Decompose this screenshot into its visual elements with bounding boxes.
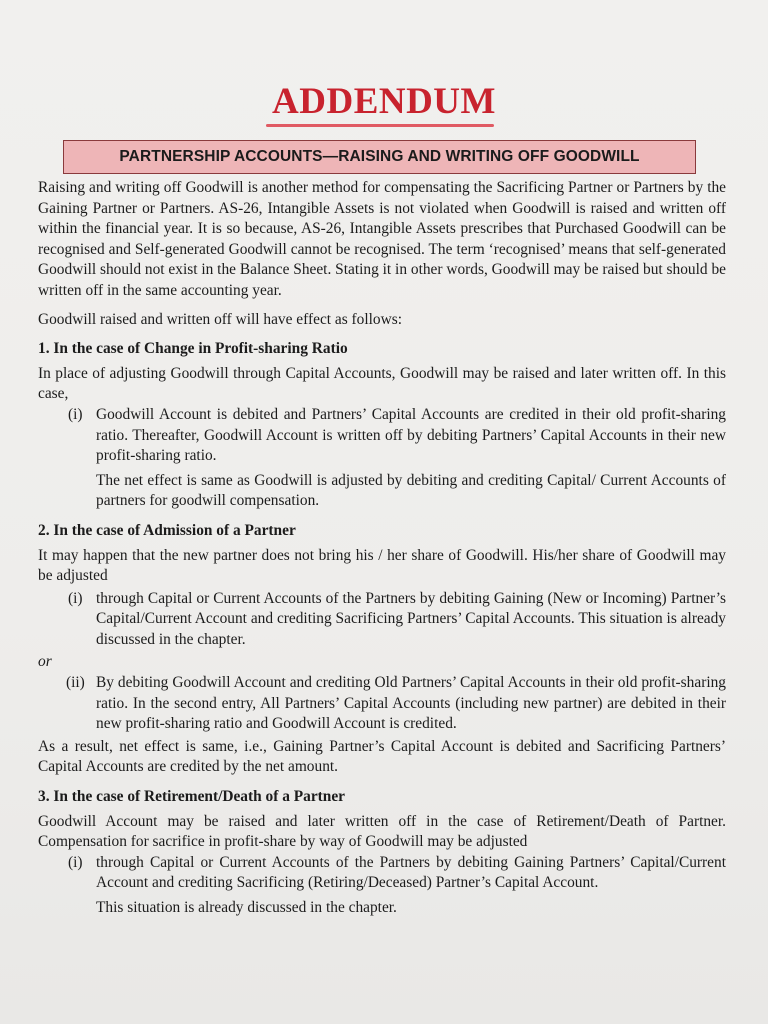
effect-paragraph: Goodwill raised and written off will have effect as follows: xyxy=(38,310,403,328)
section2-result: As a result, net effect is same, i.e., Gaining Partner’s Capital Account is debited and Sacrificing Partners’ Capital Accounts are credited by the net amount. xyxy=(38,737,726,776)
page-title: ADDENDUM xyxy=(272,81,496,122)
document-body xyxy=(38,178,726,919)
title-underline xyxy=(266,124,494,127)
section1-net-effect: The net effect is same as Goodwill is adjusted by debiting and crediting Capital/ Current Accounts of partners for goodwill compensation. xyxy=(96,471,726,510)
section3-heading: 3. In the case of Retirement/Death of a Partner xyxy=(38,788,346,806)
or-separator: or xyxy=(38,653,52,671)
section-banner xyxy=(63,140,696,174)
list-item-number: (i) xyxy=(68,589,83,607)
list-item-text: through Capital or Current Accounts of the Partners by debiting Gaining Partners’ Capital/Current Account and crediting Sacrificing (Retiring/Deceased) Partner’s Capital Account. xyxy=(96,853,726,892)
list-item-text: By debiting Goodwill Account and crediting Old Partners’ Capital Accounts in their old profit-sharing ratio. In the second entry, All Partners’ Capital Accounts (including new partner) are debited in their new profit-sharing ratio and Goodwill Account is credited. xyxy=(96,674,726,733)
section2-heading: 2. In the case of Admission of a Partner xyxy=(38,521,296,539)
list-item-number: (i) xyxy=(68,405,83,423)
intro-paragraph: Raising and writing off Goodwill is another method for compensating the Sacrificing Partner or Partners by the Gaining Partner or Partners. AS-26, Intangible Assets is not violated when Goodwill is raised and written off within the financial year. It is so because, AS-26, Intangible Assets prescribes that Purchased Goodwill can be recognised and Self-generated Goodwill cannot be recognised. The term ‘recognised’ means that self-generated Goodwill should not exist in the Balance Sheet. Stating it in other words, Goodwill may be raised but should be written off in the same accounting year. xyxy=(38,179,726,299)
section-banner-text: PARTNERSHIP ACCOUNTS—RAISING AND WRITING OFF GOODWILL xyxy=(119,148,640,165)
section3-paragraph: Goodwill Account may be raised and later written off in the case of Retirement/Death of Partner. Compensation for sacrifice in profit-share by way of Goodwill may be adjusted xyxy=(38,812,726,851)
section1-list-item xyxy=(38,405,726,467)
list-item-number: (i) xyxy=(68,853,83,871)
section3-list-item xyxy=(38,853,726,894)
list-item-text: through Capital or Current Accounts of the Partners by debiting Gaining (New or Incoming) Partner’s Capital/Current Account and crediting Sacrificing Partners’ Capital Accounts. This situation is already discussed in the chapter. xyxy=(96,589,726,648)
section3-closing: This situation is already discussed in the chapter. xyxy=(96,899,397,916)
section2-list-item-2 xyxy=(38,673,726,735)
list-item-text: Goodwill Account is debited and Partners’ Capital Accounts are credited in their old profit-sharing ratio. Thereafter, Goodwill Account is written off by debiting Partners’ Capital Accounts in their new profit-sharing ratio. xyxy=(96,405,726,465)
section1-heading: 1. In the case of Change in Profit-sharing Ratio xyxy=(38,340,348,358)
section2-paragraph: It may happen that the new partner does not bring his / her share of Goodwill. His/her share of Goodwill may be adjusted xyxy=(38,546,726,585)
section1-paragraph: In place of adjusting Goodwill through Capital Accounts, Goodwill may be raised and later written off. In this case, xyxy=(38,364,726,403)
section2-list-item-1 xyxy=(38,589,726,651)
list-item-number: (ii) xyxy=(66,674,85,692)
